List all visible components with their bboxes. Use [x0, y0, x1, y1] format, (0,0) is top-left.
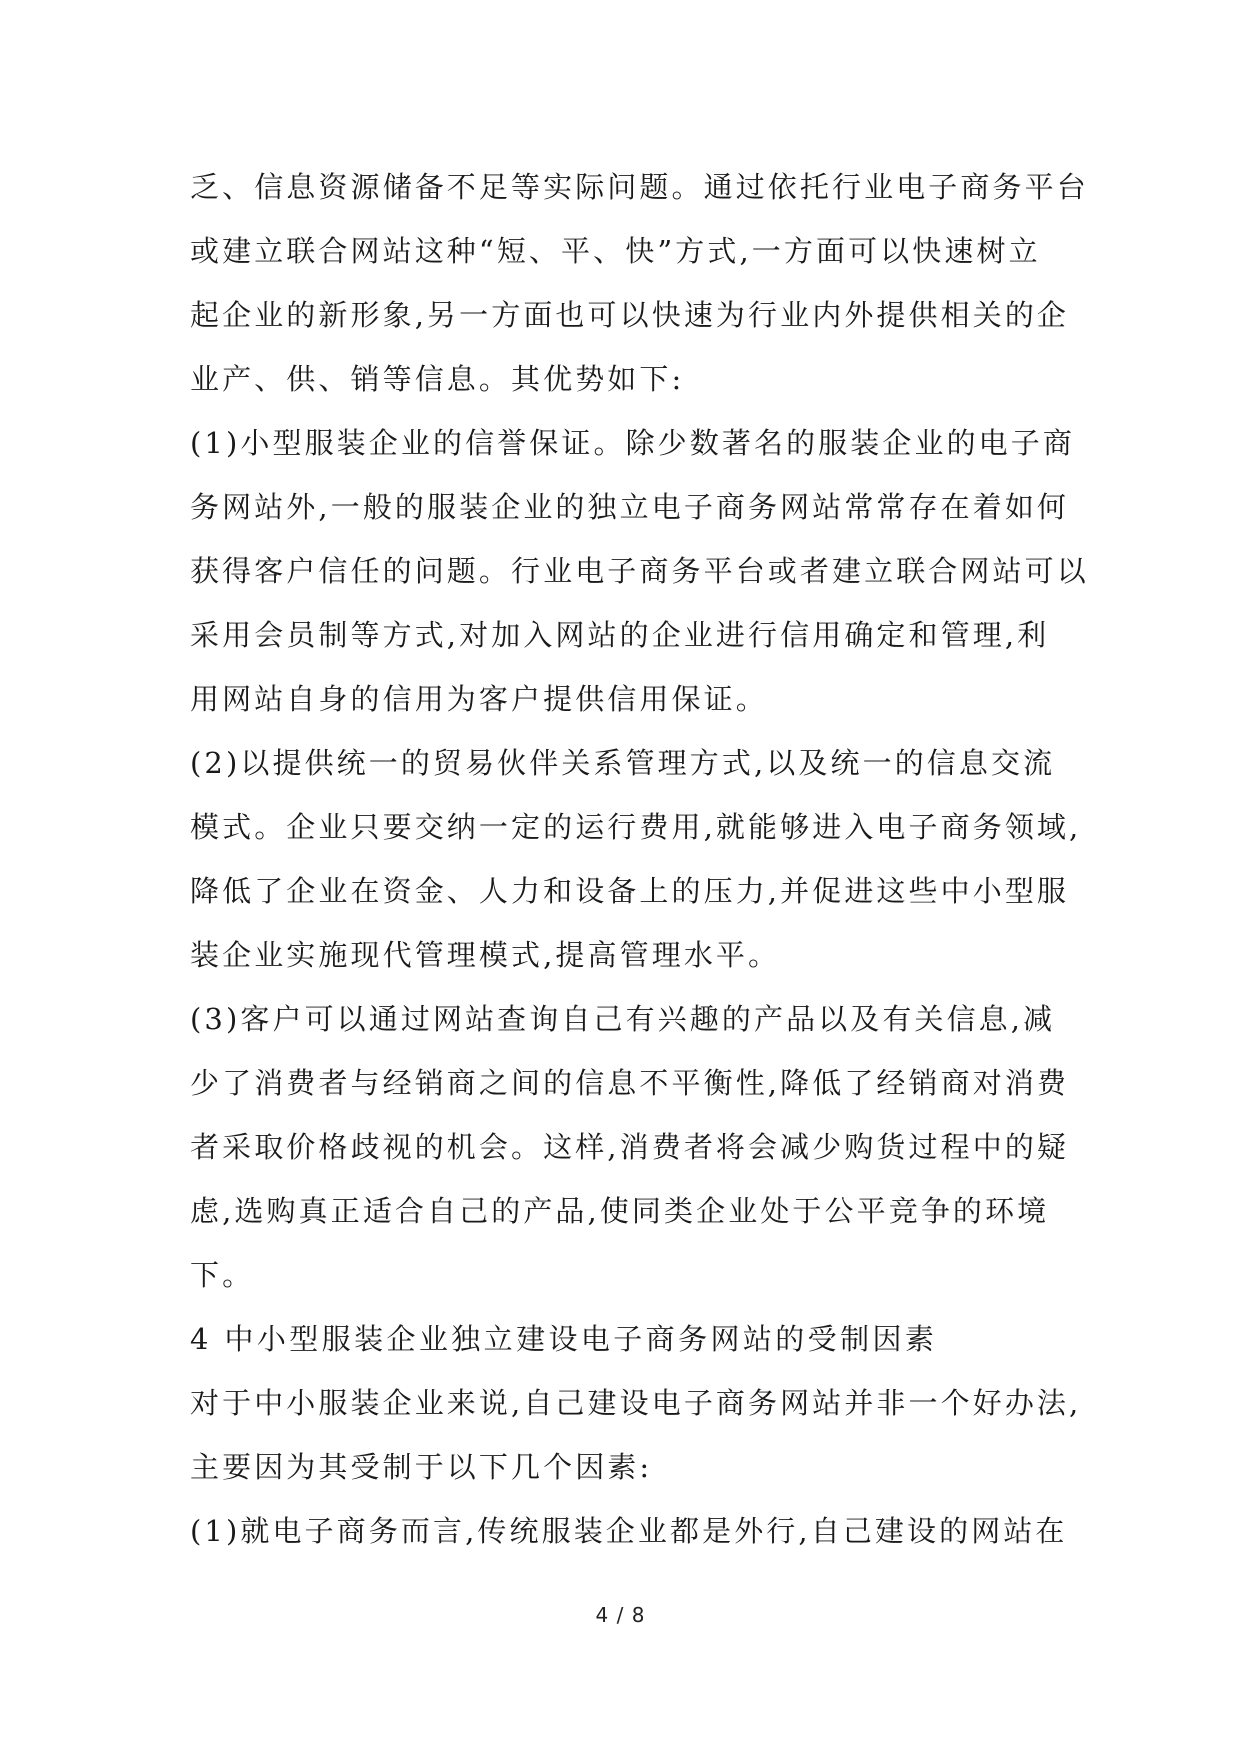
text-line: 者采取价格歧视的机会。这样,消费者将会减少购货过程中的疑 [190, 1130, 1070, 1164]
text-line: 模式。企业只要交纳一定的运行费用,就能够进入电子商务领域, [190, 810, 1082, 844]
text-line: 或建立联合网站这种“短、平、快”方式,一方面可以快速树立 [190, 234, 1041, 268]
text-line: 下。 [190, 1258, 255, 1292]
list-item-3-line: (3)客户可以通过网站查询自己有兴趣的产品以及有关信息,减 [190, 1002, 1056, 1036]
list-item-1-line: (1)小型服装企业的信誉保证。除少数著名的服装企业的电子商 [190, 426, 1075, 460]
text-line: 少了消费者与经销商之间的信息不平衡性,降低了经销商对消费 [190, 1066, 1070, 1100]
text-line: 业产、供、销等信息。其优势如下: [190, 362, 685, 396]
list-item-2-line: (2)以提供统一的贸易伙伴关系管理方式,以及统一的信息交流 [190, 746, 1056, 780]
text-line: 采用会员制等方式,对加入网站的企业进行信用确定和管理,利 [190, 618, 1050, 652]
text-line: 降低了企业在资金、人力和设备上的压力,并促进这些中小型服 [190, 874, 1070, 908]
text-line: 乏、信息资源储备不足等实际问题。通过依托行业电子商务平台 [190, 170, 1089, 204]
list-item-1-line: (1)就电子商务而言,传统服装企业都是外行,自己建设的网站在 [190, 1514, 1068, 1548]
text-line: 务网站外,一般的服装企业的独立电子商务网站常常存在着如何 [190, 490, 1070, 524]
text-line: 用网站自身的信用为客户提供信用保证。 [190, 682, 768, 716]
section-heading: 4 中小型服装企业独立建设电子商务网站的受制因素 [190, 1322, 938, 1356]
text-line: 虑,选购真正适合自己的产品,使同类企业处于公平竞争的环境 [190, 1194, 1050, 1228]
text-line: 主要因为其受制于以下几个因素: [190, 1450, 653, 1484]
text-line: 获得客户信任的问题。行业电子商务平台或者建立联合网站可以 [190, 554, 1089, 588]
text-line: 装企业实施现代管理模式,提高管理水平。 [190, 938, 781, 972]
page-number: 4 / 8 [595, 1603, 646, 1627]
text-line: 对于中小服装企业来说,自己建设电子商务网站并非一个好办法, [190, 1386, 1082, 1420]
document-body [190, 155, 1089, 1563]
text-line: 起企业的新形象,另一方面也可以快速为行业内外提供相关的企 [190, 298, 1070, 332]
